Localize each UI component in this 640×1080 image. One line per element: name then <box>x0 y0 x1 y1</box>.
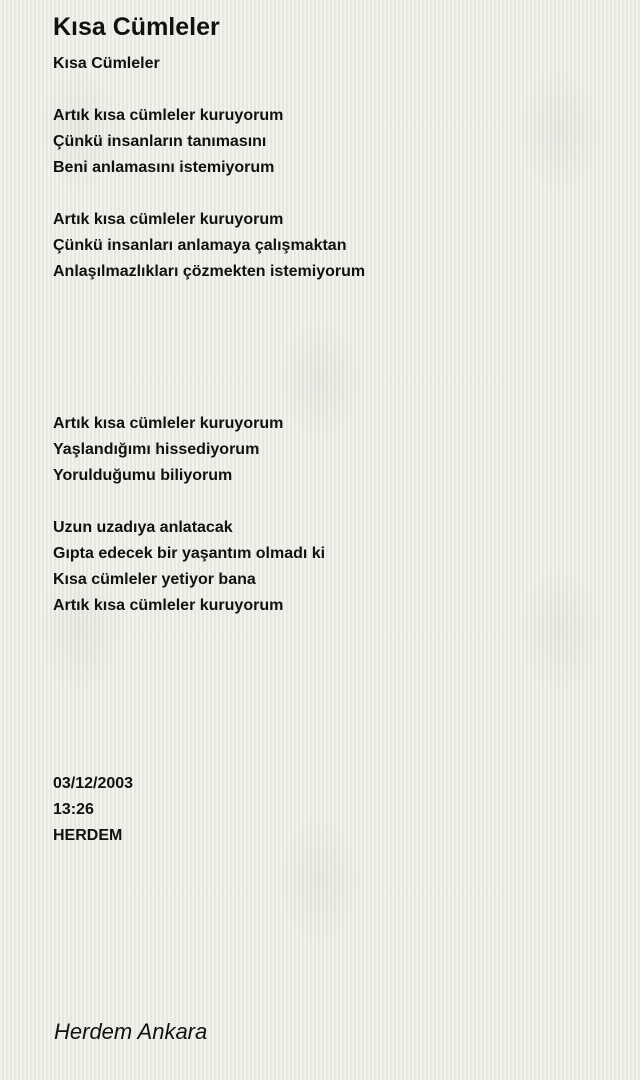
poem-signature: HERDEM <box>53 827 123 844</box>
poem-line: Artık kısa cümleler kuruyorum <box>53 211 284 228</box>
poem-line: Çünkü insanları anlamaya çalışmaktan <box>53 237 347 254</box>
poem-title: Kısa Cümleler <box>53 13 220 41</box>
poem-meta <box>53 771 133 849</box>
poem-line: Çünkü insanların tanımasını <box>53 133 267 150</box>
poem-line: Artık kısa cümleler kuruyorum <box>53 597 284 614</box>
poem-line: Beni anlamasını istemiyorum <box>53 159 275 176</box>
poem-line: Kısa cümleler yetiyor bana <box>53 571 256 588</box>
stanza-3 <box>53 411 283 489</box>
author-name: Herdem Ankara <box>54 1019 208 1044</box>
poem-line: Gıpta edecek bir yaşantım olmadı ki <box>53 545 326 562</box>
stanza-4 <box>53 515 325 619</box>
poem-date: 03/12/2003 <box>53 775 134 792</box>
poem-line: Anlaşılmazlıkları çözmekten istemiyorum <box>53 263 366 280</box>
poem-line: Artık kısa cümleler kuruyorum <box>53 415 284 432</box>
stanza-1 <box>53 103 283 181</box>
stanza-2 <box>53 207 365 285</box>
poem-line: Yorulduğumu biliyorum <box>53 467 233 484</box>
poem-time: 13:26 <box>53 801 94 818</box>
poem-subtitle: Kısa Cümleler <box>53 55 160 72</box>
poem-line: Uzun uzadıya anlatacak <box>53 519 233 536</box>
poem-line: Yaşlandığımı hissediyorum <box>53 441 260 458</box>
poem-line: Artık kısa cümleler kuruyorum <box>53 107 284 124</box>
